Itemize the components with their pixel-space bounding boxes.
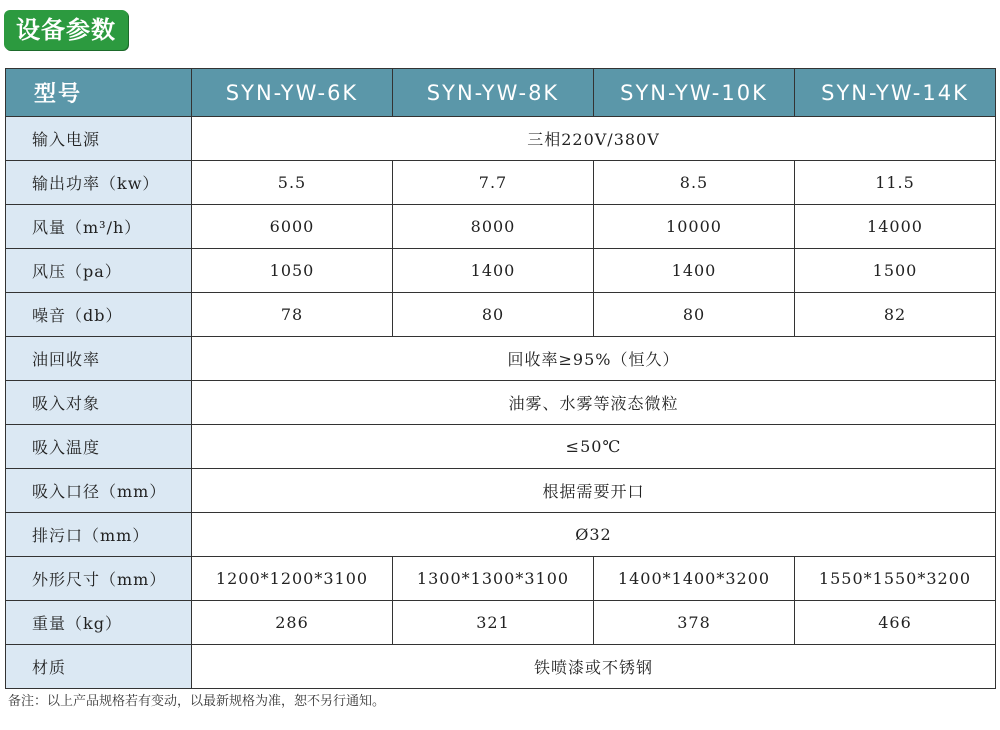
cell: 466 [795,601,996,645]
table-row [6,161,996,205]
header-model: 型号 [6,69,192,117]
row-label: 输出功率（kw） [6,161,192,205]
cell: 286 [192,601,393,645]
table-header-row [6,69,996,117]
table-row [6,513,996,557]
row-label: 输入电源 [6,117,192,161]
row-label: 重量（kg） [6,601,192,645]
cell: 80 [393,293,594,337]
cell: 11.5 [795,161,996,205]
footnote: 备注：以上产品规格若有变动，以最新规格为准，恕不另行通知。 [8,694,386,709]
cell: 1400 [393,249,594,293]
cell: 1400*1400*3200 [594,557,795,601]
cell: 1500 [795,249,996,293]
row-label: 吸入温度 [6,425,192,469]
row-label: 外形尺寸（mm） [6,557,192,601]
table-row [6,205,996,249]
row-label: 吸入对象 [6,381,192,425]
cell: 8.5 [594,161,795,205]
row-label: 材质 [6,645,192,689]
table-row [6,117,996,161]
section-title-badge: 设备参数 [4,10,128,50]
row-label: 油回收率 [6,337,192,381]
cell: 10000 [594,205,795,249]
spec-table [5,68,996,689]
table-row [6,249,996,293]
table-row [6,293,996,337]
header-syn-yw-6k: SYN-YW-6K [192,69,393,117]
cell: 78 [192,293,393,337]
cell-merged: Ø32 [192,513,996,557]
row-label: 风压（pa） [6,249,192,293]
table-row [6,337,996,381]
cell: 1300*1300*3100 [393,557,594,601]
cell-merged: 三相220V/380V [192,117,996,161]
cell: 1200*1200*3100 [192,557,393,601]
table-row [6,557,996,601]
cell: 7.7 [393,161,594,205]
table-row [6,469,996,513]
row-label: 吸入口径（mm） [6,469,192,513]
cell: 8000 [393,205,594,249]
cell: 1050 [192,249,393,293]
cell: 80 [594,293,795,337]
cell-merged: 铁喷漆或不锈钢 [192,645,996,689]
header-syn-yw-14k: SYN-YW-14K [795,69,996,117]
cell: 1400 [594,249,795,293]
row-label: 排污口（mm） [6,513,192,557]
cell-merged: ≤50℃ [192,425,996,469]
cell-merged: 根据需要开口 [192,469,996,513]
row-label: 噪音（db） [6,293,192,337]
cell: 5.5 [192,161,393,205]
cell: 14000 [795,205,996,249]
cell: 6000 [192,205,393,249]
cell-merged: 油雾、水雾等液态微粒 [192,381,996,425]
cell-merged: 回收率≥95%（恒久） [192,337,996,381]
cell: 1550*1550*3200 [795,557,996,601]
table-row [6,381,996,425]
table-row [6,425,996,469]
row-label: 风量（m³/h） [6,205,192,249]
cell: 321 [393,601,594,645]
table-row [6,601,996,645]
header-syn-yw-8k: SYN-YW-8K [393,69,594,117]
table-row [6,645,996,689]
header-syn-yw-10k: SYN-YW-10K [594,69,795,117]
cell: 378 [594,601,795,645]
cell: 82 [795,293,996,337]
